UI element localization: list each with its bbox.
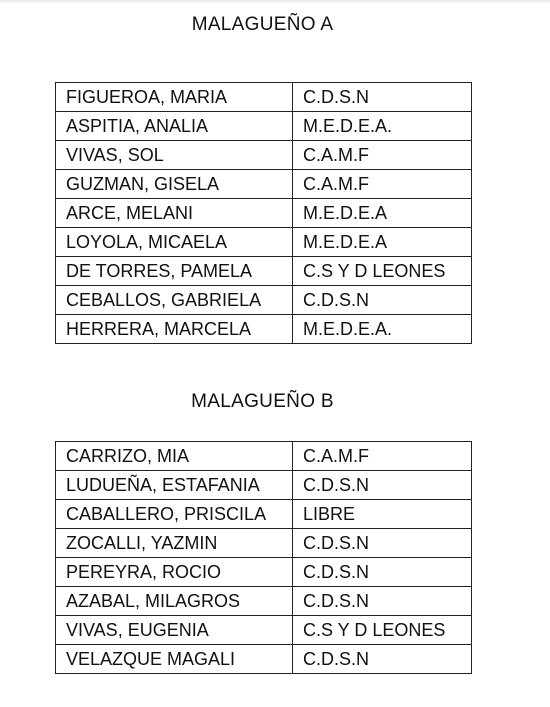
table-row — [56, 587, 472, 616]
section-title-malagueno-b: MALAGUEÑO B — [191, 391, 334, 412]
club-cell: C.D.S.N — [293, 471, 472, 500]
table-row — [56, 529, 472, 558]
player-name-cell: LOYOLA, MICAELA — [56, 228, 293, 257]
table-row — [56, 199, 472, 228]
table-row — [56, 257, 472, 286]
table-row — [56, 286, 472, 315]
table-row — [56, 645, 472, 674]
club-cell: C.D.S.N — [293, 645, 472, 674]
player-name-cell: DE TORRES, PAMELA — [56, 257, 293, 286]
table-row — [56, 500, 472, 529]
table-row — [56, 141, 472, 170]
player-name-cell: LUDUEÑA, ESTAFANIA — [56, 471, 293, 500]
roster-table-malagueno-a — [55, 82, 472, 344]
player-name-cell: VIVAS, EUGENIA — [56, 616, 293, 645]
section-title-malagueno-a: MALAGUEÑO A — [191, 14, 334, 35]
club-cell: C.D.S.N — [293, 83, 472, 112]
player-name-cell: ZOCALLI, YAZMIN — [56, 529, 293, 558]
table-row — [56, 616, 472, 645]
player-name-cell: HERRERA, MARCELA — [56, 315, 293, 344]
page-top-edge — [0, 0, 550, 4]
table-row — [56, 471, 472, 500]
table-row — [56, 315, 472, 344]
club-cell: C.S Y D LEONES — [293, 616, 472, 645]
table-row — [56, 83, 472, 112]
player-name-cell: CEBALLOS, GABRIELA — [56, 286, 293, 315]
table-row — [56, 112, 472, 141]
table-row — [56, 228, 472, 257]
club-cell: C.D.S.N — [293, 558, 472, 587]
player-name-cell: FIGUEROA, MARIA — [56, 83, 293, 112]
club-cell: C.D.S.N — [293, 529, 472, 558]
player-name-cell: PEREYRA, ROCIO — [56, 558, 293, 587]
table-row — [56, 442, 472, 471]
player-name-cell: ASPITIA, ANALIA — [56, 112, 293, 141]
club-cell: C.D.S.N — [293, 587, 472, 616]
club-cell: C.D.S.N — [293, 286, 472, 315]
table-row — [56, 558, 472, 587]
club-cell: M.E.D.E.A. — [293, 112, 472, 141]
player-name-cell: GUZMAN, GISELA — [56, 170, 293, 199]
player-name-cell: CABALLERO, PRISCILA — [56, 500, 293, 529]
club-cell: M.E.D.E.A — [293, 199, 472, 228]
club-cell: C.A.M.F — [293, 442, 472, 471]
club-cell: C.S Y D LEONES — [293, 257, 472, 286]
club-cell: LIBRE — [293, 500, 472, 529]
club-cell: C.A.M.F — [293, 170, 472, 199]
roster-table-malagueno-b — [55, 441, 472, 674]
club-cell: M.E.D.E.A — [293, 228, 472, 257]
club-cell: C.A.M.F — [293, 141, 472, 170]
player-name-cell: CARRIZO, MIA — [56, 442, 293, 471]
player-name-cell: ARCE, MELANI — [56, 199, 293, 228]
player-name-cell: AZABAL, MILAGROS — [56, 587, 293, 616]
player-name-cell: VIVAS, SOL — [56, 141, 293, 170]
table-row — [56, 170, 472, 199]
club-cell: M.E.D.E.A. — [293, 315, 472, 344]
player-name-cell: VELAZQUE MAGALI — [56, 645, 293, 674]
